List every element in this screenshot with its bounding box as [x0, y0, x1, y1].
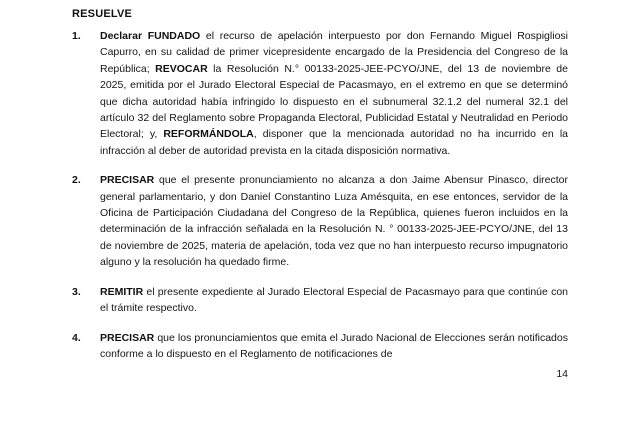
- resolution-item-number: 4.: [72, 331, 81, 344]
- resolution-item-text: [100, 284, 568, 317]
- resolution-item-text: [100, 330, 568, 363]
- body-text: la Resolución N.° 00133-2025-JEE-PCYO/JNE, del 13 de noviembre de 2025, emitida por el Jurado Electoral Especial de Pacasmayo, en el extremo en que se determinó que dicha autoridad había infringido lo dispuesto en el subnumeral 32.1.2 del numeral 32.1 del artículo 32 del Reglamento sobre Propaganda Electoral, Publicidad Estatal y Neutralidad en Periodo Electoral; y,: [100, 62, 568, 141]
- emphasis-text: PRECISAR: [100, 331, 155, 344]
- resolution-item-list: [72, 28, 568, 375]
- emphasis-text: REMITIR: [100, 285, 144, 298]
- resolution-item: [72, 330, 568, 363]
- resolution-item-number: 2.: [72, 174, 81, 187]
- emphasis-text: REVOCAR: [155, 62, 208, 75]
- resolution-item: [72, 172, 568, 270]
- body-text: el presente expediente al Jurado Electoral Especial de Pacasmayo para que continúe con el trámite respectivo.: [100, 285, 568, 315]
- resolution-item-number: 1.: [72, 30, 81, 42]
- emphasis-text: PRECISAR: [100, 174, 155, 187]
- body-text: que el presente pronunciamiento no alcanza a don Jaime Abensur Pinasco, director general parlamentario, y don Daniel Constantino Luza Amésquita, en ese entonces, servidor de la Oficina de Participación Ciudadana del Congreso de la República, quienes fueron incluidos en la determinación de la infracción señalada en la Resolución N. ° 00133-2025-JEE-PCYO/JNE, del 13 de noviembre de 2025, materia de apelación, toda vez que no han interpuesto recurso impugnatorio alguno y la resolución ha quedado firme.: [100, 174, 568, 269]
- page-title: RESUELVE: [72, 8, 133, 20]
- emphasis-text: REFORMÁNDOLA: [163, 128, 254, 141]
- body-text: el recurso de apelación interpuesto por don Fernando Miguel Rospigliosi Capurro, en su calidad de primer vicepresidente encargado de la Presidencia del Congreso de la República;: [100, 30, 568, 75]
- resolution-item-number: 3.: [72, 285, 81, 298]
- resolution-item: [72, 28, 568, 159]
- resolution-item-text: [100, 28, 568, 159]
- resolution-item-text: [100, 172, 568, 270]
- body-text: que los pronunciamientos que emita el Jurado Nacional de Elecciones serán notificados conforme a lo dispuesto en el Reglamento de notificaciones de: [100, 331, 568, 360]
- emphasis-text: Declarar FUNDADO: [100, 30, 201, 42]
- resolution-item: [72, 284, 568, 317]
- page-number: 14: [556, 368, 568, 380]
- body-text: , disponer que la mencionada autoridad no ha incurrido en la infracción al deber de autoridad prevista en la citada disposición normativa.: [100, 128, 568, 157]
